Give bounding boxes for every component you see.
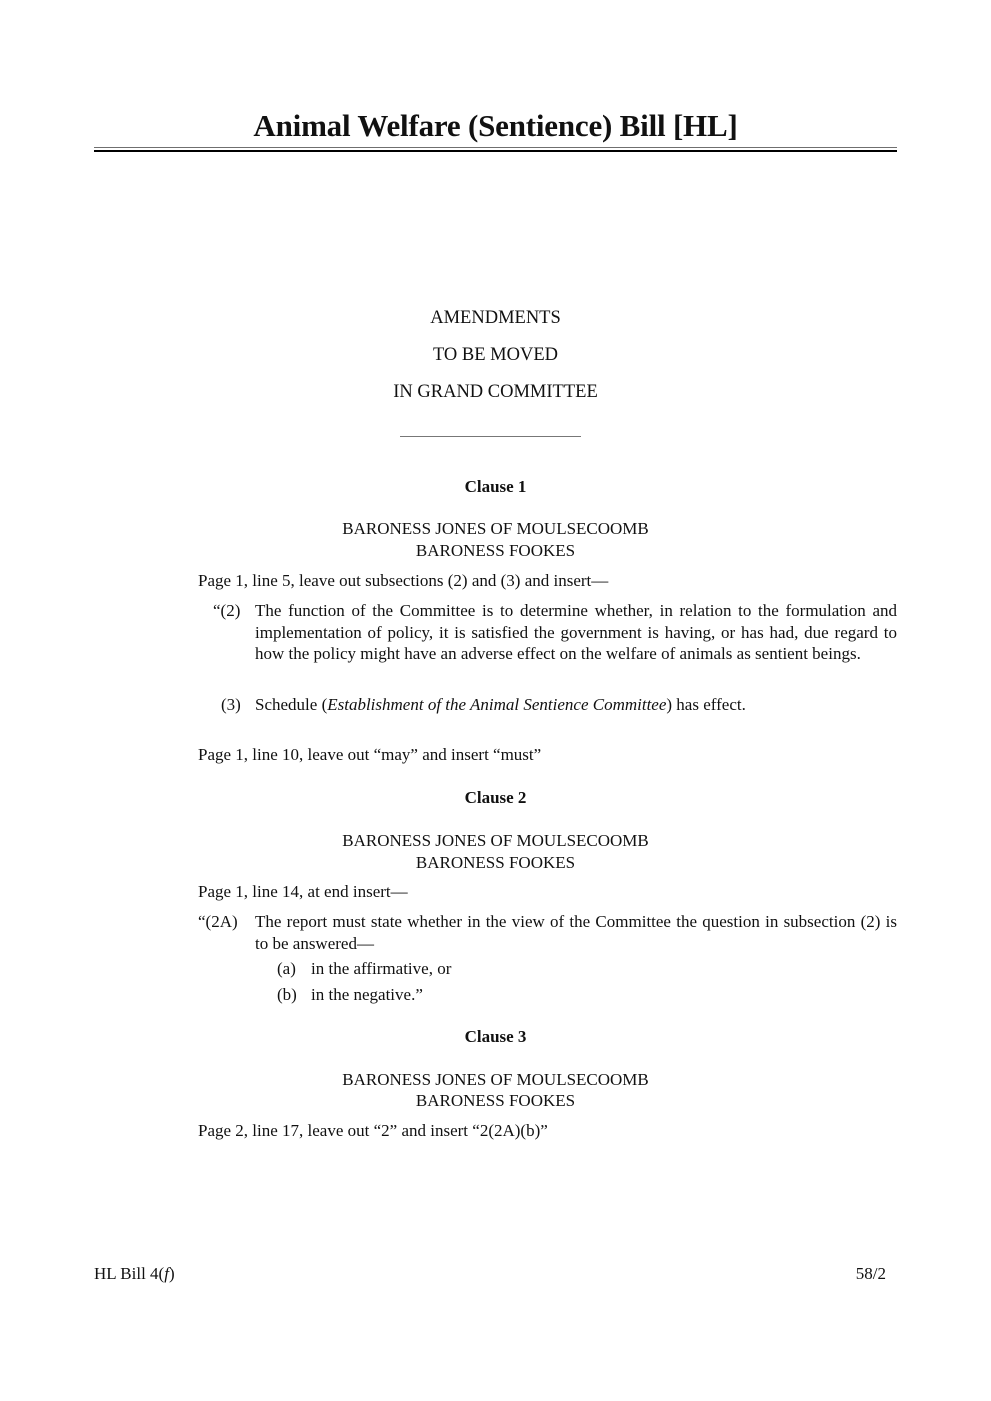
- title-rule-thick: [94, 150, 897, 152]
- subsection-number: (3): [221, 695, 241, 714]
- subparagraph-label: (b): [277, 985, 297, 1004]
- subsection-number: “(2): [213, 601, 241, 620]
- subsection-number: “(2A): [198, 912, 238, 931]
- amendment-instruction: Page 1, line 10, leave out “may” and insert “must”: [198, 745, 542, 764]
- sponsor-name: BARONESS JONES OF MOULSECOOMB: [342, 1070, 649, 1089]
- subparagraph: [277, 985, 423, 1005]
- text-segment-italic: f: [164, 1264, 169, 1283]
- amendment-instruction: Page 1, line 14, at end insert—: [198, 882, 408, 901]
- amendment-instruction: Page 2, line 17, leave out “2” and insert “2(2A)(b)”: [198, 1121, 548, 1140]
- text-segment: ) has effect.: [666, 695, 746, 714]
- title-rule-thin: [94, 147, 897, 148]
- subparagraph: [277, 959, 451, 979]
- schedule-title-italic: Establishment of the Animal Sentience Committee: [327, 695, 667, 714]
- sponsor-name: BARONESS FOOKES: [415, 1091, 576, 1110]
- heading-line-to-be-moved: TO BE MOVED: [432, 345, 559, 365]
- clause-heading: Clause 2: [464, 788, 527, 807]
- sponsor-name: BARONESS JONES OF MOULSECOOMB: [342, 831, 649, 850]
- subparagraph-label: (a): [277, 959, 296, 978]
- amendment-instruction: Page 1, line 5, leave out subsections (2) and (3) and insert—: [198, 571, 609, 590]
- inserted-subsection: [198, 694, 897, 716]
- inserted-subsection: [198, 911, 897, 954]
- subsection-text: [255, 694, 897, 716]
- clause-heading: Clause 1: [464, 477, 527, 496]
- document-title: Animal Welfare (Sentience) Bill [HL]: [253, 108, 738, 143]
- inserted-subsection: [198, 600, 897, 665]
- subsection-text: The function of the Committee is to determine whether, in relation to the formulation and implementation of policy, it is satisfied the government is having, or has had, due regard to how the policy might have an adverse effect on the welfare of animals as sentient beings.: [255, 601, 897, 663]
- subparagraph-text: in the affirmative, or: [311, 959, 452, 978]
- text-segment: Schedule (: [255, 695, 328, 714]
- sponsor-name: BARONESS FOOKES: [415, 853, 576, 872]
- heading-separator: [400, 436, 581, 437]
- bill-reference: [94, 1264, 175, 1284]
- text-segment: HL Bill 4(: [94, 1264, 165, 1283]
- clause-heading: Clause 3: [464, 1027, 527, 1046]
- heading-line-grand-committee: IN GRAND COMMITTEE: [393, 382, 598, 402]
- page-reference: 58/2: [855, 1264, 886, 1283]
- heading-line-amendments: AMENDMENTS: [430, 308, 561, 328]
- text-segment: ): [168, 1264, 175, 1283]
- subparagraph-text: in the negative.”: [311, 985, 423, 1004]
- subsection-text: The report must state whether in the view of the Committee the question in subsection (2) is to be answered—: [255, 912, 897, 953]
- sponsor-name: BARONESS JONES OF MOULSECOOMB: [342, 519, 649, 538]
- sponsor-name: BARONESS FOOKES: [415, 541, 576, 560]
